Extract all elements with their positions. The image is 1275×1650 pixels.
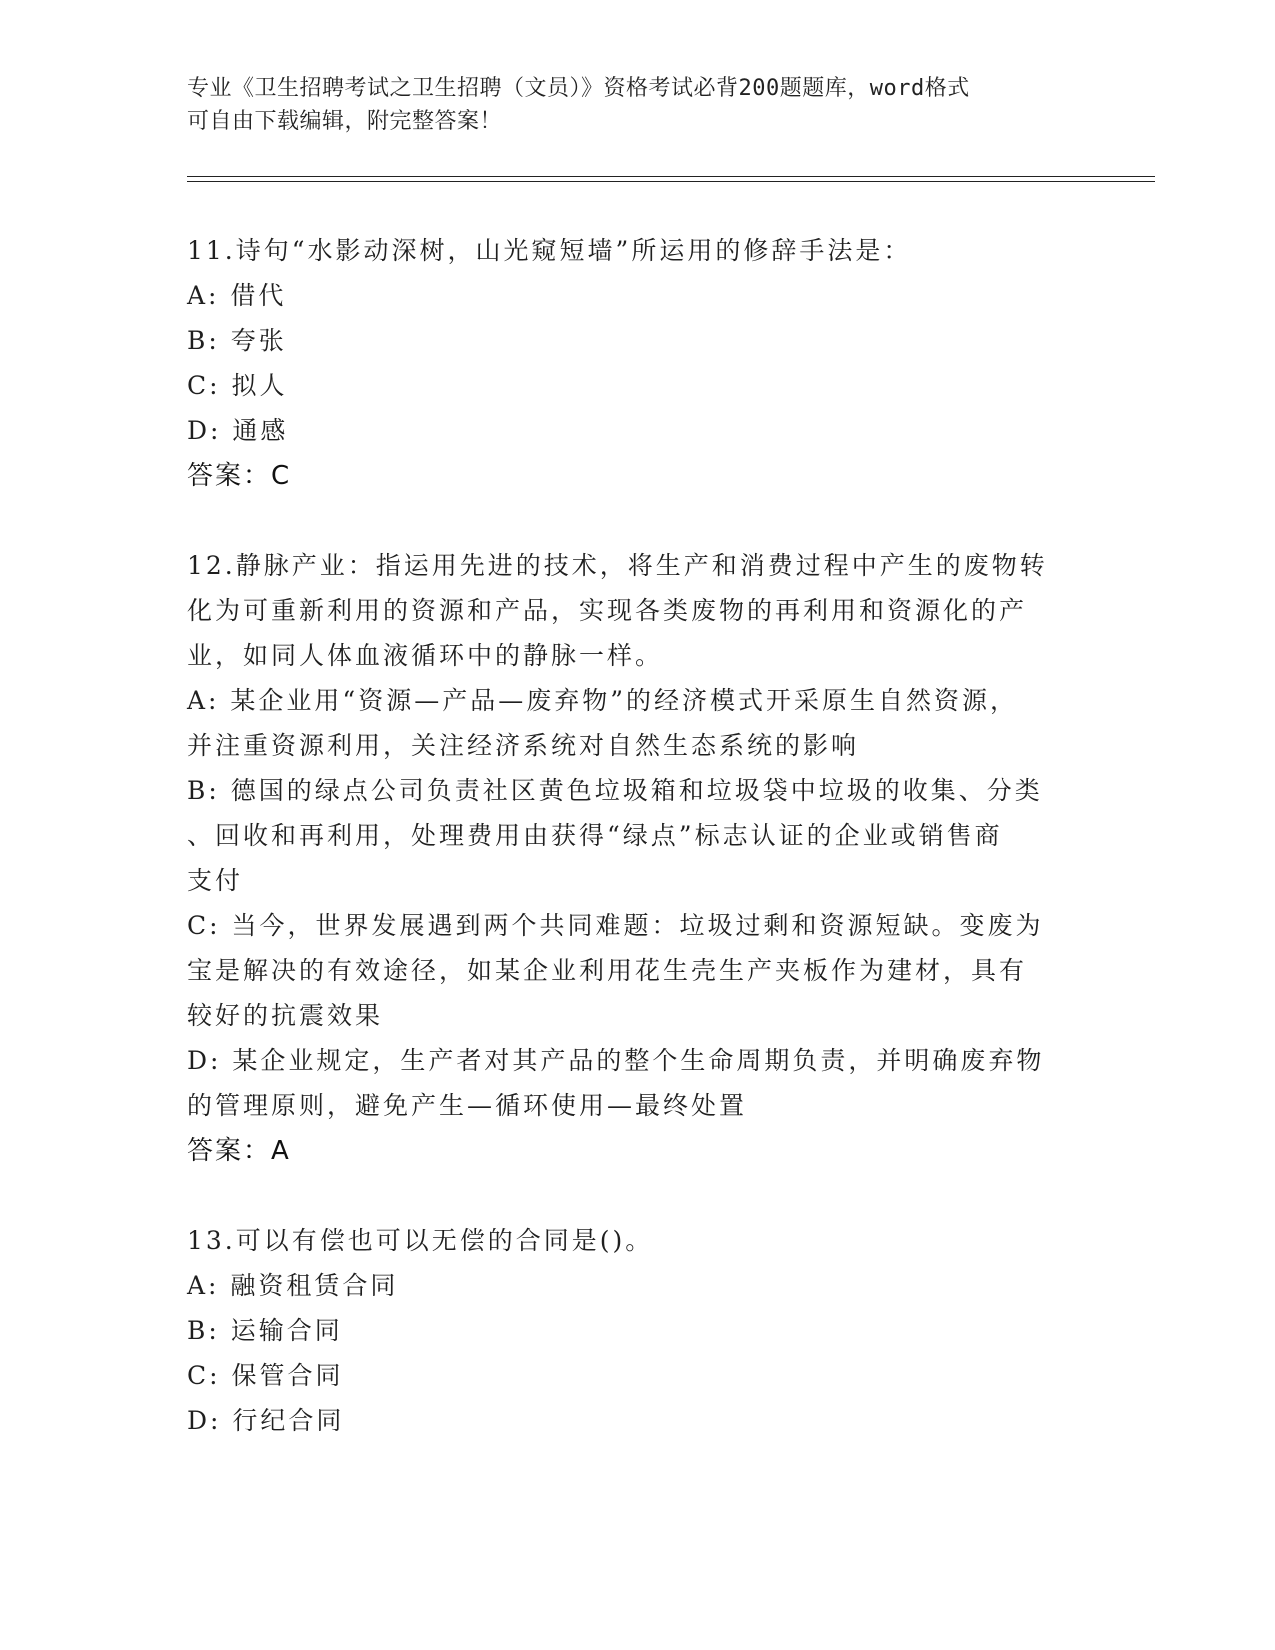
option-a: A: 借代: [187, 281, 287, 310]
question-text-line: 化为可重新利用的资源和产品，实现各类废物的再利用和资源化的产: [187, 596, 1028, 625]
option-c-line: 较好的抗震效果: [187, 1001, 384, 1030]
option-a-line: A: 某企业用“资源—产品—废弃物”的经济模式开采原生自然资源，: [187, 686, 1018, 715]
header-line-1: 专业《卫生招聘考试之卫生招聘（文员）》资格考试必背200题题库，word格式: [187, 76, 970, 101]
option-d-line: 的管理原则，避免产生—循环使用—最终处置: [187, 1091, 748, 1120]
option-b-line: B: 德国的绿点公司负责社区黄色垃圾箱和垃圾袋中垃圾的收集、分类: [187, 776, 1043, 805]
question-text: 11.诗句“水影动深树，山光窥短墙”所运用的修辞手法是：: [187, 236, 912, 265]
question-text-line: 12.静脉产业：指运用先进的技术，将生产和消费过程中产生的废物转: [187, 551, 1048, 580]
header-line-2: 可自由下载编辑，附完整答案！: [187, 109, 503, 134]
option-b: B: 夸张: [187, 326, 287, 355]
question-11: [187, 228, 1087, 499]
answer-line: 答案：C: [187, 461, 292, 491]
divider-line-bottom: [187, 181, 1155, 182]
option-b-line: 、回收和再利用，处理费用由获得“绿点”标志认证的企业或销售商: [187, 821, 1003, 850]
option-c: C: 保管合同: [187, 1361, 344, 1390]
option-c-line: C: 当今，世界发展遇到两个共同难题：垃圾过剩和资源短缺。变废为: [187, 911, 1044, 940]
option-a-line: 并注重资源利用，关注经济系统对自然生态系统的影响: [187, 731, 860, 760]
option-d: D: 通感: [187, 416, 289, 445]
divider-line-top: [187, 176, 1155, 177]
option-c: C: 拟人: [187, 371, 288, 400]
question-13: [187, 1218, 1087, 1443]
option-d: D: 行纪合同: [187, 1406, 345, 1435]
option-b: B: 运输合同: [187, 1316, 343, 1345]
option-c-line: 宝是解决的有效途径，如某企业利用花生壳生产夹板作为建材，具有: [187, 956, 1028, 985]
question-text-line: 业，如同人体血液循环中的静脉一样。: [187, 641, 664, 670]
answer-line: 答案：A: [187, 1136, 291, 1166]
option-d-line: D: 某企业规定，生产者对其产品的整个生命周期负责，并明确废弃物: [187, 1046, 1045, 1075]
option-b-line: 支付: [187, 866, 244, 895]
header-divider: [187, 176, 1155, 182]
question-text: 13.可以有偿也可以无偿的合同是()。: [187, 1226, 654, 1255]
document-header: [187, 72, 1067, 138]
question-12: [187, 543, 1087, 1174]
option-a: A: 融资租赁合同: [187, 1271, 399, 1300]
document-page: [187, 72, 1087, 1443]
